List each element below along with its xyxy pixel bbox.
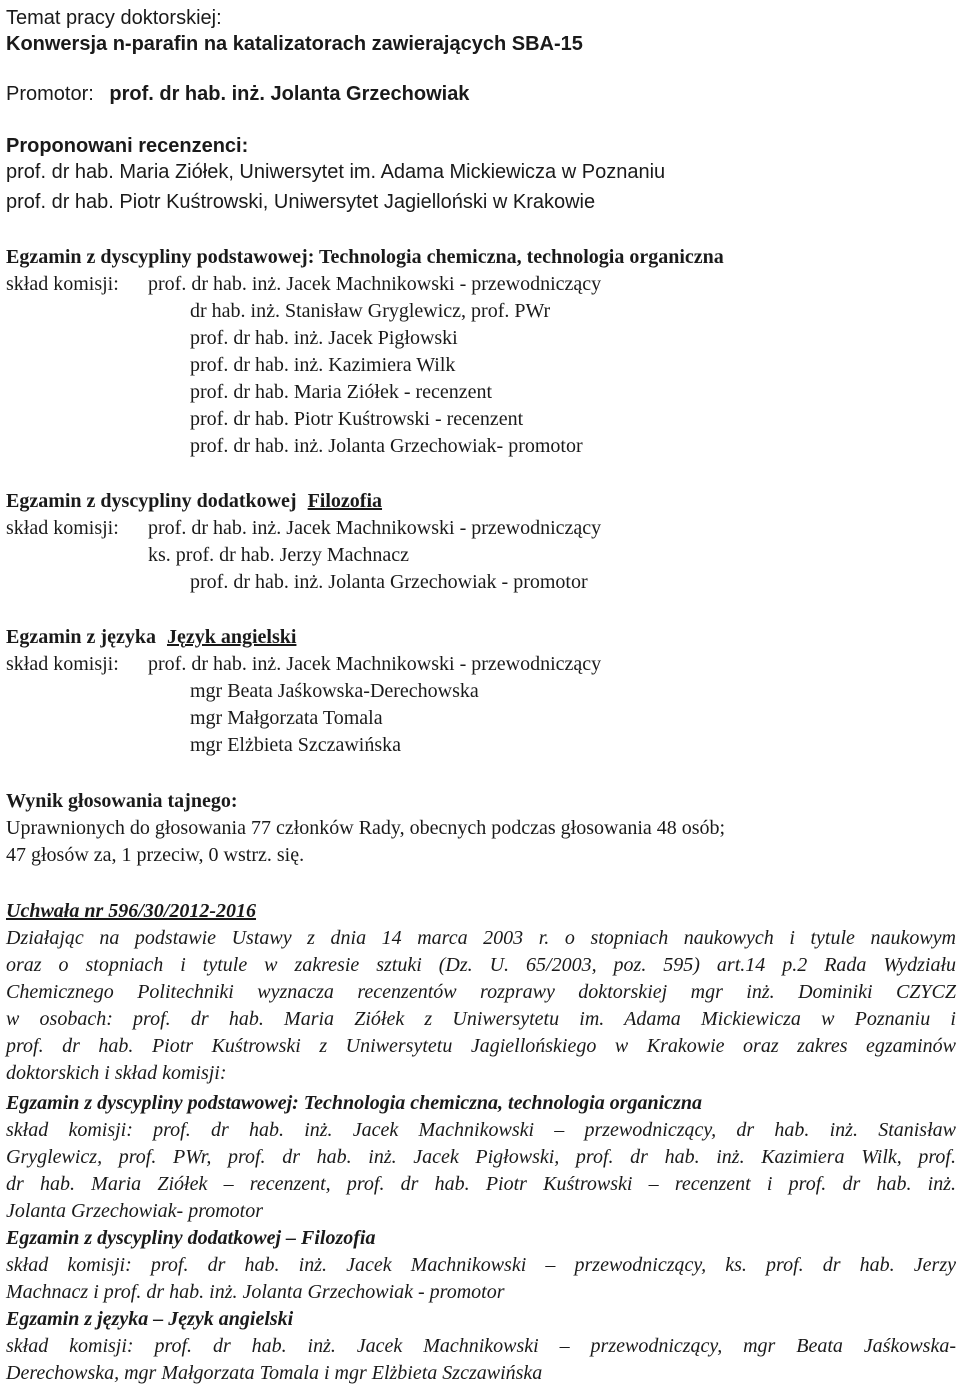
resolution-heading: Uchwała nr 596/30/2012-2016 bbox=[6, 900, 257, 922]
resolution-basic-line-1: skład komisji: prof. dr hab. inż. Jacek Machnikowski – przewodniczący, dr hab. inż. Stanisław bbox=[6, 1119, 956, 1141]
resolution-additional-line-2: Machnacz i prof. dr hab. inż. Jolanta Grzechowiak - promotor bbox=[6, 1281, 505, 1303]
resolution-line-1: Działając na podstawie Ustawy z dnia 14 marca 2003 r. o stopniach naukowych i tytule naukowym bbox=[6, 927, 956, 949]
exam-additional-heading-subject: Filozofia bbox=[307, 490, 383, 512]
resolution-basic-line-4: Jolanta Grzechowiak- promotor bbox=[6, 1200, 264, 1222]
exam-additional-member-2: ks. prof. dr hab. Jerzy Machnacz bbox=[148, 544, 410, 566]
resolution-line-3: Chemicznego Politechniki wyznacza recenzentów rozprawy doktorskiej mgr inż. Dominiki CZYCZ bbox=[6, 981, 956, 1003]
exam-additional-heading-prefix: Egzamin z dyscypliny dodatkowej bbox=[6, 490, 297, 512]
exam-basic-member-1: prof. dr hab. inż. Jacek Machnikowski - przewodniczący bbox=[148, 273, 602, 295]
promoter-label: Promotor: bbox=[6, 83, 94, 105]
exam-basic-member-5: prof. dr hab. Maria Ziółek - recenzent bbox=[190, 381, 493, 403]
resolution-basic-line-2: Gryglewicz, prof. PWr, prof. dr hab. inż. Jacek Pigłowski, prof. dr hab. inż. Kazimiera Wilk, prof. bbox=[6, 1146, 956, 1168]
vote-heading: Wynik głosowania tajnego: bbox=[6, 790, 238, 812]
exam-additional-heading bbox=[6, 489, 382, 513]
resolution-additional-heading: Egzamin z dyscypliny dodatkowej – Filozofia bbox=[6, 1227, 376, 1249]
reviewer-1: prof. dr hab. Maria Ziółek, Uniwersytet im. Adama Mickiewicza w Poznaniu bbox=[6, 161, 666, 183]
resolution-basic-line-3: dr hab. Maria Ziółek – recenzent, prof. dr hab. Piotr Kuśtrowski – recenzent i prof. dr hab. inż. bbox=[6, 1173, 956, 1195]
resolution-line-2: oraz o stopniach i tytule w zakresie sztuki (Dz. U. 65/2003, poz. 595) art.14 p.2 Rada Wydziału bbox=[6, 954, 956, 976]
exam-basic-member-3: prof. dr hab. inż. Jacek Pigłowski bbox=[190, 327, 458, 349]
resolution-language-line-1: skład komisji: prof. dr hab. inż. Jacek Machnikowski – przewodniczący, mgr Beata Jaśkowska- bbox=[6, 1335, 956, 1357]
exam-additional-committee-label: skład komisji: bbox=[6, 517, 119, 539]
exam-language-member-1: prof. dr hab. inż. Jacek Machnikowski - przewodniczący bbox=[148, 653, 602, 675]
promoter-name: prof. dr hab. inż. Jolanta Grzechowiak bbox=[109, 83, 470, 105]
reviewers-label: Proponowani recenzenci: bbox=[6, 135, 249, 157]
resolution-line-5: prof. dr hab. Piotr Kuśtrowski z Uniwersytetu Jagiellońskiego w Krakowie oraz zakres egzaminów bbox=[6, 1035, 956, 1057]
exam-basic-member-2: dr hab. inż. Stanisław Gryglewicz, prof. PWr bbox=[190, 300, 551, 322]
exam-language-member-4: mgr Elżbieta Szczawińska bbox=[190, 734, 402, 756]
resolution-language-line-2: Derechowska, mgr Małgorzata Tomala i mgr Elżbieta Szczawińska bbox=[6, 1362, 543, 1384]
exam-basic-member-7: prof. dr hab. inż. Jolanta Grzechowiak- promotor bbox=[190, 435, 583, 457]
exam-language-heading bbox=[6, 625, 296, 649]
reviewer-2: prof. dr hab. Piotr Kuśtrowski, Uniwersytet Jagielloński w Krakowie bbox=[6, 191, 596, 213]
topic-title: Konwersja n-parafin na katalizatorach zawierających SBA-15 bbox=[6, 33, 583, 55]
vote-line-2: 47 głosów za, 1 przeciw, 0 wstrz. się. bbox=[6, 844, 305, 866]
topic-label: Temat pracy doktorskiej: bbox=[6, 7, 222, 29]
vote-line-1: Uprawnionych do głosowania 77 członków Rady, obecnych podczas głosowania 48 osób; bbox=[6, 817, 726, 839]
exam-language-committee-label: skład komisji: bbox=[6, 653, 119, 675]
exam-language-heading-prefix: Egzamin z języka bbox=[6, 626, 156, 648]
resolution-line-4: w osobach: prof. dr hab. Maria Ziółek z Uniwersytetu im. Adama Mickiewicza w Poznaniu i bbox=[6, 1008, 956, 1030]
exam-language-member-3: mgr Małgorzata Tomala bbox=[190, 707, 383, 729]
exam-language-member-2: mgr Beata Jaśkowska-Derechowska bbox=[190, 680, 479, 702]
resolution-additional-line-1: skład komisji: prof. dr hab. inż. Jacek Machnikowski – przewodniczący, ks. prof. dr hab. Jerzy bbox=[6, 1254, 956, 1276]
exam-basic-committee-label: skład komisji: bbox=[6, 273, 119, 295]
exam-additional-member-3: prof. dr hab. inż. Jolanta Grzechowiak - promotor bbox=[190, 571, 588, 593]
exam-language-heading-subject: Język angielski bbox=[166, 626, 297, 648]
exam-additional-member-1: prof. dr hab. inż. Jacek Machnikowski - przewodniczący bbox=[148, 517, 602, 539]
promoter-line bbox=[6, 82, 469, 106]
exam-basic-heading: Egzamin z dyscypliny podstawowej: Technologia chemiczna, technologia organiczna bbox=[6, 246, 724, 268]
exam-basic-member-4: prof. dr hab. inż. Kazimiera Wilk bbox=[190, 354, 456, 376]
resolution-basic-heading: Egzamin z dyscypliny podstawowej: Technologia chemiczna, technologia organiczna bbox=[6, 1092, 702, 1114]
resolution-language-heading: Egzamin z języka – Język angielski bbox=[6, 1308, 294, 1330]
resolution-line-6: doktorskich i skład komisji: bbox=[6, 1062, 227, 1084]
exam-basic-member-6: prof. dr hab. Piotr Kuśtrowski - recenzent bbox=[190, 408, 524, 430]
